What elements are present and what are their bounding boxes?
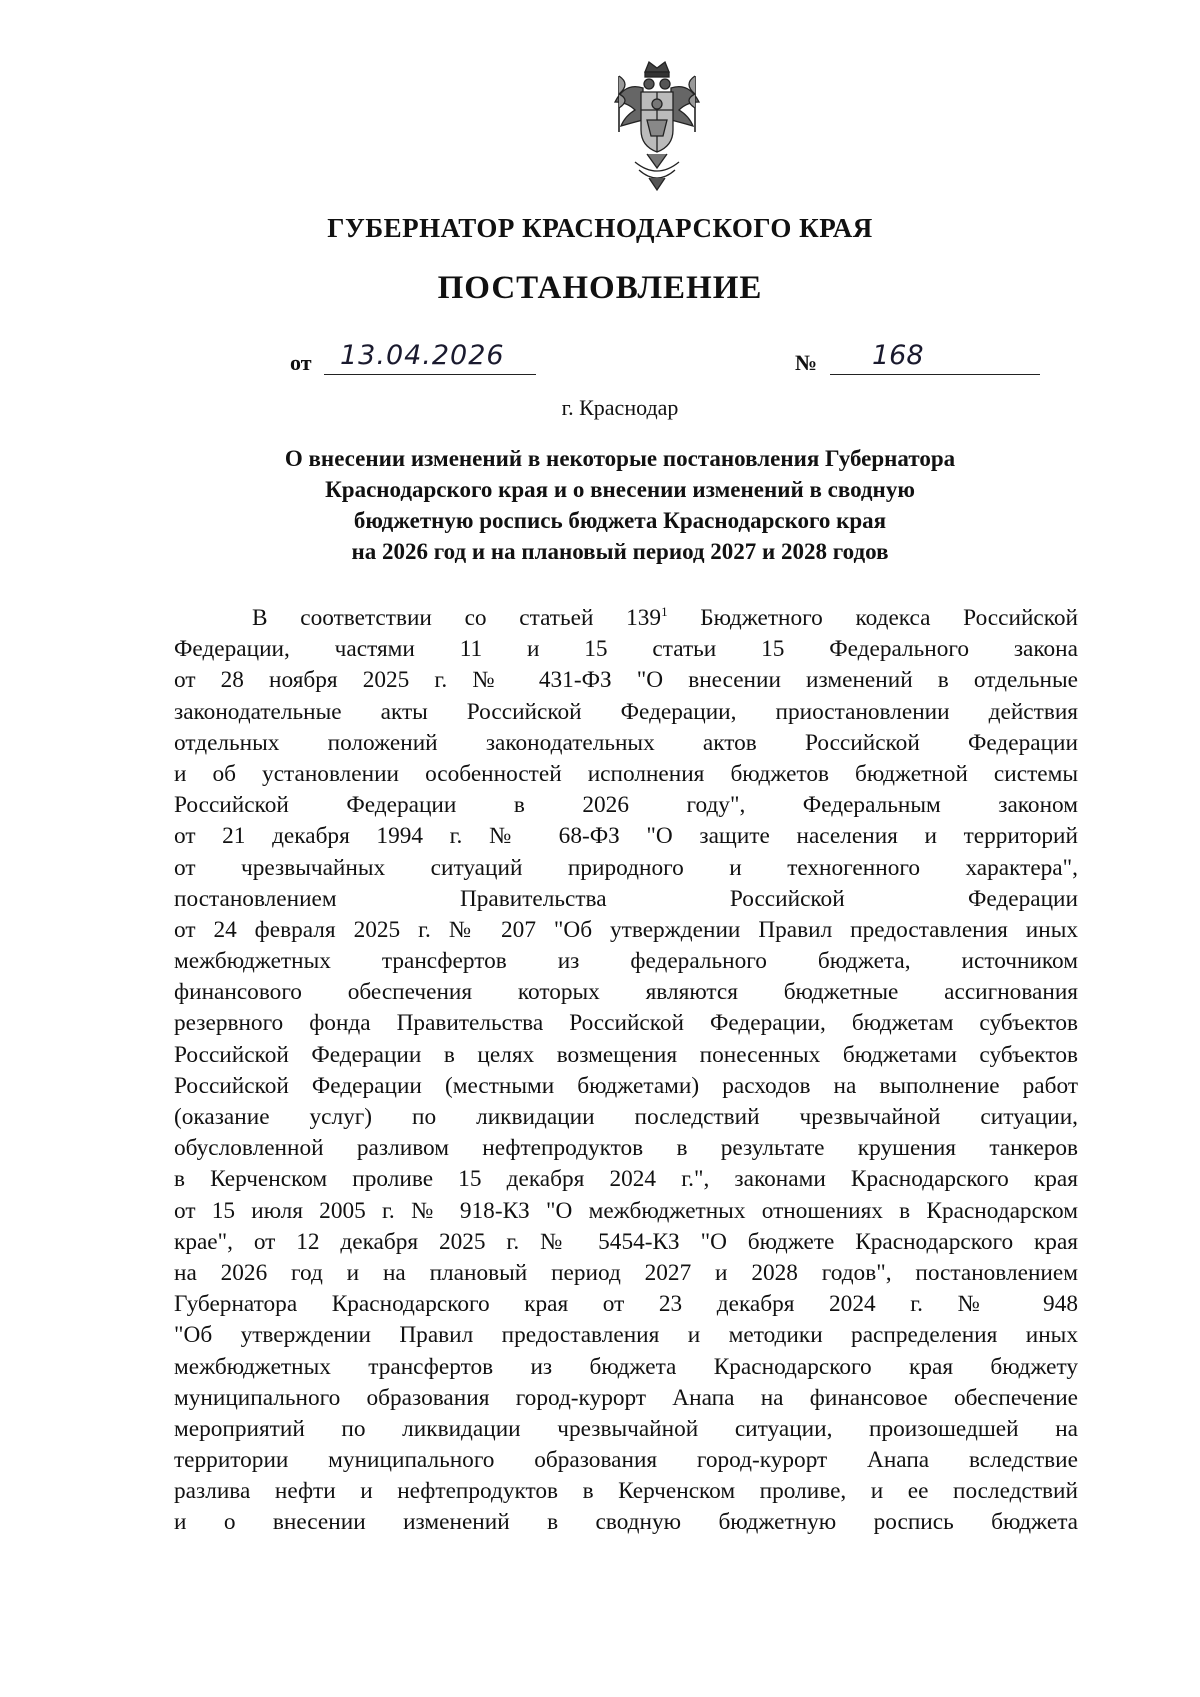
coat-of-arms-emblem (605, 58, 709, 193)
body-line: от 21 декабря 1994 г. № 68-ФЗ "О защите населения и территорий (174, 823, 1078, 850)
body-line: Федерации, частями 11 и 15 статьи 15 Федерального закона (174, 636, 1078, 663)
date-underline (324, 374, 536, 375)
city-name: г. Краснодар (561, 395, 679, 420)
body-line: резервного фонда Правительства Российской Федерации, бюджетам субъектов (174, 1010, 1078, 1037)
body-line: (оказание услуг) по ликвидации последствий чрезвычайной ситуации, (174, 1104, 1078, 1130)
body-paragraph (174, 603, 1078, 1539)
body-line: от чрезвычайных ситуаций природного и техногенного характера", (174, 854, 1078, 881)
date-value: 13.04.2026 (340, 340, 505, 371)
body-line: муниципального образования город-курорт Анапа на финансовое обеспечение (174, 1384, 1078, 1411)
body-line: от 28 ноября 2025 г. № 431-ФЗ "О внесении изменений в отдельные (174, 667, 1078, 694)
body-line: на 2026 год и на плановый период 2027 и 2028 годов", постановлением (174, 1259, 1078, 1286)
body-line: обусловленной разливом нефтепродуктов в результате крушения танкеров (174, 1135, 1078, 1162)
body-line: от 24 февраля 2025 г. № 207 "Об утверждении Правил предоставления иных (174, 916, 1078, 943)
body-line: отдельных положений законодательных актов Российской Федерации (174, 729, 1078, 756)
body-line: "Об утверждении Правил предоставления и методики распределения иных (174, 1322, 1078, 1349)
body-line: межбюджетных трансфертов из бюджета Краснодарского края бюджету (174, 1353, 1078, 1380)
body-line: Российской Федерации (местными бюджетами) расходов на выполнение работ (174, 1072, 1078, 1099)
footnote-superscript: 1 (661, 604, 668, 619)
body-line: Губернатора Краснодарского края от 23 декабря 2024 г. № 948 (174, 1291, 1078, 1318)
body-line: законодательные акты Российской Федерации, приостановлении действия (174, 698, 1078, 725)
body-line: финансового обеспечения которых являются бюджетные ассигнования (174, 979, 1078, 1006)
body-line: Российской Федерации в 2026 году", Федеральным законом (174, 792, 1078, 819)
body-line: крае", от 12 декабря 2025 г. № 5454-КЗ "О бюджете Краснодарского края (174, 1228, 1078, 1255)
title-line: на 2026 год и на плановый период 2027 и 2028 годов (351, 539, 889, 564)
document-type: ПОСТАНОВЛЕНИЕ (437, 270, 763, 306)
document-title (230, 443, 1010, 567)
title-line: Краснодарского края и о внесении изменений в сводную (325, 477, 915, 502)
body-line-start: В соответствии со статьей 139 (252, 605, 662, 631)
date-number-row (290, 340, 1040, 380)
number-underline (830, 374, 1040, 375)
body-line: межбюджетных трансфертов из федерального бюджета, источником (174, 948, 1078, 975)
body-line: мероприятий по ликвидации чрезвычайной ситуации, произошедшей на (174, 1415, 1078, 1442)
body-line: постановлением Правительства Российской Федерации (174, 885, 1078, 912)
body-line: в Керченском проливе 15 декабря 2024 г.", законами Краснодарского края (174, 1166, 1078, 1193)
body-line: и об установлении особенностей исполнения бюджетов бюджетной системы (174, 760, 1078, 787)
number-value: 168 (872, 340, 924, 371)
body-line: от 15 июля 2005 г. № 918-КЗ "О межбюджетных отношениях в Краснодарском (174, 1197, 1078, 1224)
date-label: от (290, 350, 312, 375)
body-line: разлива нефти и нефтепродуктов в Керченском проливе, и ее последствий (174, 1478, 1078, 1505)
body-line: Российской Федерации в целях возмещения понесенных бюджетами субъектов (174, 1041, 1078, 1068)
body-line (174, 603, 1078, 634)
body-line: территории муниципального образования город-курорт Анапа вследствие (174, 1447, 1078, 1474)
body-line: и о внесении изменений в сводную бюджетную роспись бюджета (174, 1509, 1078, 1536)
title-line: бюджетную роспись бюджета Краснодарского края (353, 508, 887, 533)
body-line-end: Бюджетного кодекса Российской (667, 605, 1078, 631)
number-label: № (795, 350, 818, 375)
title-line: О внесении изменений в некоторые постановления Губернатора (284, 446, 956, 471)
issuing-authority: ГУБЕРНАТОР КРАСНОДАРСКОГО КРАЯ (327, 213, 873, 243)
